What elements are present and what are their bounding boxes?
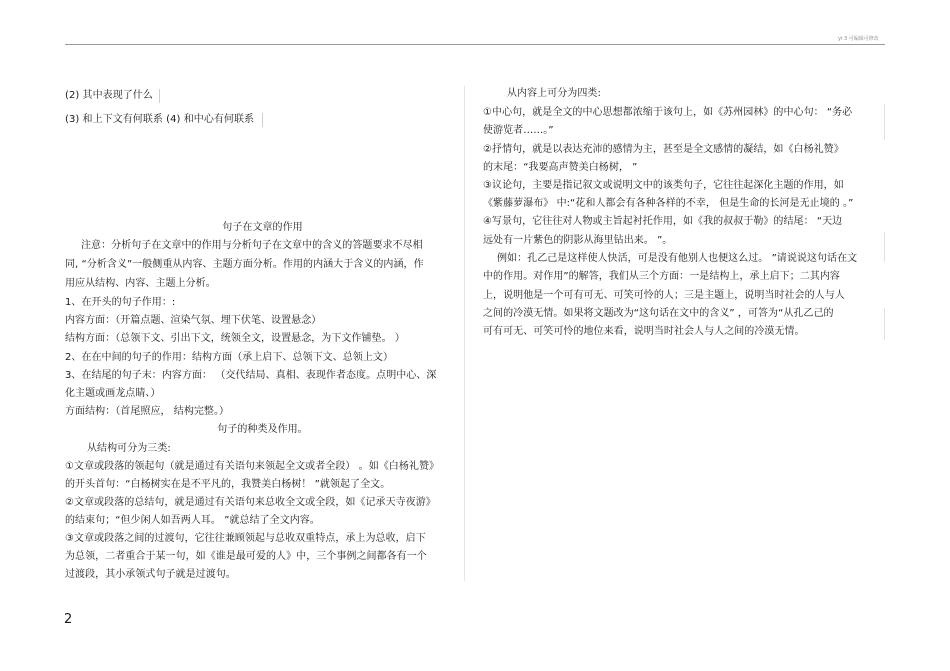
body-line: 化主题或画龙点睛、） [65, 388, 161, 399]
body-line: ③议论句，主要是指记叙文或说明文中的该类句子，它往往起深化主题的作用，如 [483, 180, 844, 191]
body-line: 1、在开头的句子作用：: [65, 297, 176, 308]
body-line: 上，说明他是一个可有可无、可笑可怜的人；三是主题上，说明当时社会的人与人 [483, 290, 845, 301]
body-line: ①中心句，就是全文的中心思想都浓缩于该句上，如《苏州园林》的中心句： “务必 [483, 107, 853, 118]
body-line: 《紫藤萝瀑布》 中:“花和人都会有各种各样的不幸， 但是生命的长河是无止境的 。” [483, 198, 854, 209]
body-line: 内容方面：（开篇点题、渲染气氛、埋下伏笔、设置悬念） [65, 315, 322, 326]
body-line: 远处有一片紫色的阴影从海里钻出来。 ”。 [483, 235, 673, 246]
body-line: 的末尾：“我要高声赞美白杨树， ” [483, 162, 638, 173]
body-line: 可有可无、可笑可怜的地位来看，说明当时社会人与人之间的冷漠无情。 [483, 326, 805, 337]
body-line: 使游览者……。” [483, 125, 554, 136]
body-line: 为总领，二者重合于某一句，如《谁是最可爱的人》中，三个事例之间都各有一个 [65, 551, 427, 562]
body-line: 过渡段，其小承领式句子就是过渡句。 [65, 569, 236, 580]
body-line: ②抒情句，就是以表达充沛的感情为主，甚至是全文感情的凝结，如《白杨礼赞》 [483, 144, 844, 155]
section-title: 句子在文章的作用 [222, 222, 303, 233]
body-line: 从内容上可分为四类: [507, 88, 601, 99]
page-number: 2 [64, 612, 73, 627]
body-line: ①文章或段落的领起句（就是通过有关语句来领起全文或者全段） 。如《白杨礼赞》 [65, 461, 440, 472]
body-line: 的开头首句：“白杨树实在是不平凡的，我赞美白杨树！ ”就领起了全文。 [65, 479, 391, 490]
body-line: 同, “分析含义”一般侧重从内容、主题方面分析。作用的内涵大于含义的内涵，作 [65, 259, 424, 270]
body-line: 用应从结构、内容、主题上分析。 [65, 278, 216, 289]
body-line: 中的作用。对作用”的解答，我们从三个方面：一是结构上，承上启下；二其内容 [483, 271, 840, 282]
body-line: ②文章或段落的总结句，就是通过有关语句来总收全文或全段，如《记承天寺夜游》 [65, 497, 436, 508]
body-line: 注意：分析句子在文章中的作用与分析句子在文章中的含义的答题要求不尽相 [81, 240, 423, 251]
body-line: ④写景句，它往往对人物或主旨起衬托作用，如《我的叔叔于勒》的结尾： “天边 [483, 216, 843, 227]
question-2: (2) 其中表现了什么 [65, 89, 160, 103]
section-subtitle: 句子的种类及作用。 [217, 424, 308, 435]
body-line: 之间的冷漠无情。如果将文题改为“这句话在文中的含义” ，可答为“从孔乙己的 [483, 308, 834, 319]
body-line: 3、在结尾的句子末：内容方面： （交代结局、真相、表现作者态度。点明中心、深 [65, 370, 437, 381]
question-3-4: (3) 和上下文有何联系 (4) 和中心有何联系 [65, 113, 263, 127]
column-divider [464, 86, 465, 581]
body-line: ③文章或段落之间的过渡句，它往往兼顾领起与总收双重特点，承上为总收，启下 [65, 533, 426, 544]
header-note: yl 3 可编辑可修改 [838, 36, 879, 42]
body-line: 从结构可分为三类: [87, 443, 171, 454]
body-line: 例如：孔乙己是这样使人快活，可是没有他别人也便这么过。 ”请说说这句话在文 [497, 253, 858, 264]
margin-mark [884, 104, 885, 140]
body-line: 2、在在中间的句子的作用：结构方面（承上启下、总领下文、总领上文） [65, 352, 394, 363]
body-line: 方面结构：（首尾照应， 结构完整。） [65, 406, 230, 417]
header-rule [65, 44, 885, 45]
margin-mark [884, 232, 885, 262]
body-line: 结构方面：（总领下文、引出下文，统领全文，设置悬念，为下文作铺垫。 ） [65, 333, 405, 344]
margin-mark [884, 308, 885, 340]
body-line: 的结束句；“但少闲人如吾两人耳。 ”就总结了全文内容。 [65, 515, 320, 526]
